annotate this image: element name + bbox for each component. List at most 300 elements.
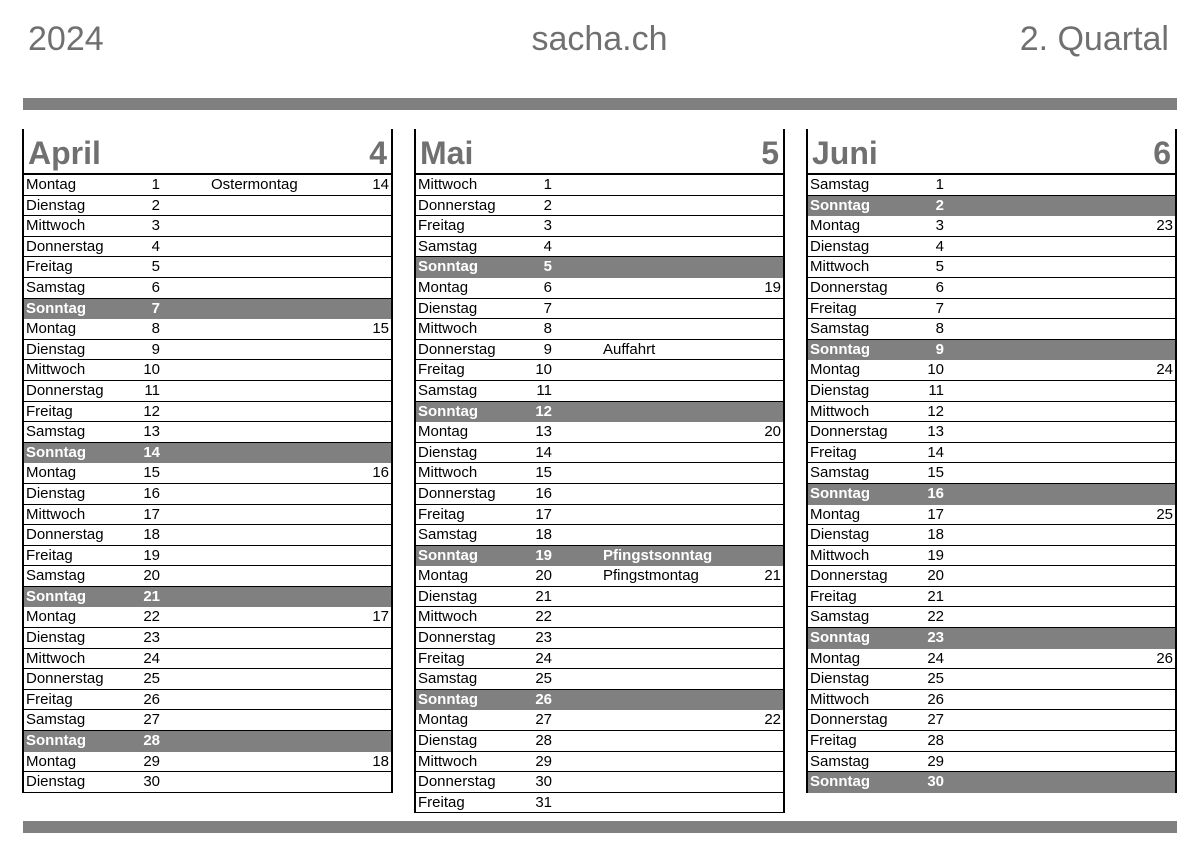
day-number: 18 <box>927 526 944 544</box>
weekday-label: Mittwoch <box>418 464 478 482</box>
day-row <box>416 340 783 361</box>
weekday-label: Freitag <box>26 546 73 564</box>
day-number: 3 <box>151 217 160 235</box>
sunday-row <box>416 690 783 711</box>
day-row <box>24 381 391 402</box>
holiday-note: Pfingstmontag <box>603 567 699 585</box>
day-number: 9 <box>935 340 944 358</box>
weekday-label: Donnerstag <box>26 237 104 255</box>
day-number: 30 <box>535 773 552 791</box>
weekday-label: Dienstag <box>810 526 870 544</box>
day-number: 29 <box>535 752 552 770</box>
day-row <box>416 443 783 464</box>
sunday-row <box>24 587 391 608</box>
day-row <box>808 278 1175 299</box>
day-list <box>806 173 1177 793</box>
day-row <box>24 607 391 628</box>
weekday-label: Samstag <box>810 176 870 193</box>
day-number: 27 <box>143 711 160 729</box>
day-number: 26 <box>143 690 160 708</box>
day-number: 18 <box>143 526 160 544</box>
day-number: 9 <box>543 340 552 358</box>
day-row <box>416 422 783 443</box>
day-row <box>808 752 1175 773</box>
day-number: 27 <box>927 711 944 729</box>
day-row <box>416 505 783 526</box>
weekday-label: Sonntag <box>810 340 870 358</box>
day-number: 8 <box>935 320 944 338</box>
month-name: Mai <box>420 135 474 171</box>
day-number: 12 <box>927 402 944 420</box>
day-row <box>416 710 783 731</box>
weekday-label: Mittwoch <box>418 320 478 338</box>
day-number: 29 <box>143 752 160 770</box>
day-row <box>808 566 1175 587</box>
sunday-row <box>808 484 1175 505</box>
day-number: 20 <box>143 567 160 585</box>
day-number: 24 <box>927 649 944 667</box>
weekday-label: Samstag <box>810 320 870 338</box>
day-number: 8 <box>151 320 160 338</box>
weekday-label: Samstag <box>418 670 478 688</box>
day-row <box>24 402 391 423</box>
week-number: 16 <box>372 464 389 482</box>
day-row <box>808 402 1175 423</box>
day-row <box>808 381 1175 402</box>
day-row <box>416 772 783 793</box>
weekday-label: Dienstag <box>418 587 478 605</box>
day-number: 1 <box>935 176 944 193</box>
day-row <box>808 463 1175 484</box>
weekday-label: Dienstag <box>418 299 478 317</box>
day-row <box>808 175 1175 196</box>
weekday-label: Samstag <box>418 526 478 544</box>
day-number: 13 <box>143 423 160 441</box>
weekday-label: Sonntag <box>810 484 870 502</box>
month-number: 6 <box>1153 135 1171 171</box>
weekday-label: Montag <box>26 176 77 193</box>
day-number: 5 <box>151 258 160 276</box>
week-number: 19 <box>764 278 781 296</box>
weekday-label: Montag <box>810 649 861 667</box>
day-row <box>416 525 783 546</box>
month-header <box>414 129 785 173</box>
weekday-label: Donnerstag <box>26 670 104 688</box>
weekday-label: Donnerstag <box>810 567 888 585</box>
day-number: 15 <box>143 464 160 482</box>
weekday-label: Samstag <box>418 237 478 255</box>
day-number: 10 <box>927 361 944 379</box>
weekday-label: Donnerstag <box>810 711 888 729</box>
day-row <box>24 463 391 484</box>
day-number: 28 <box>535 732 552 750</box>
day-number: 1 <box>543 176 552 193</box>
day-number: 13 <box>535 423 552 441</box>
site-name: sacha.ch <box>531 20 668 58</box>
day-row <box>808 505 1175 526</box>
day-row <box>24 216 391 237</box>
day-number: 7 <box>935 299 944 317</box>
day-number: 30 <box>143 773 160 791</box>
quarter-label: 2. Quartal <box>1019 20 1169 58</box>
week-number: 17 <box>372 608 389 626</box>
day-number: 24 <box>535 649 552 667</box>
day-number: 7 <box>543 299 552 317</box>
weekday-label: Donnerstag <box>810 423 888 441</box>
sunday-row <box>24 731 391 752</box>
holiday-note: Pfingstsonntag <box>603 546 713 564</box>
day-number: 22 <box>143 608 160 626</box>
weekday-label: Freitag <box>810 299 857 317</box>
day-row <box>416 216 783 237</box>
day-row <box>24 525 391 546</box>
day-number: 11 <box>928 381 944 399</box>
weekday-label: Samstag <box>26 567 86 585</box>
weekday-label: Montag <box>810 217 861 235</box>
day-row <box>416 669 783 690</box>
weekday-label: Montag <box>418 711 469 729</box>
weekday-label: Sonntag <box>26 443 86 461</box>
day-number: 28 <box>927 732 944 750</box>
day-row <box>808 649 1175 670</box>
weekday-label: Sonntag <box>418 402 478 420</box>
day-row <box>808 216 1175 237</box>
day-row <box>24 628 391 649</box>
weekday-label: Dienstag <box>810 670 870 688</box>
weekday-label: Mittwoch <box>810 258 870 276</box>
weekday-label: Montag <box>26 464 77 482</box>
weekday-label: Donnerstag <box>810 278 888 296</box>
day-number: 25 <box>535 670 552 688</box>
day-number: 1 <box>151 176 160 193</box>
weekday-label: Dienstag <box>26 629 86 647</box>
weekday-label: Dienstag <box>26 484 86 502</box>
day-row <box>24 505 391 526</box>
day-number: 5 <box>543 258 552 276</box>
month-april <box>22 129 393 793</box>
day-row <box>416 566 783 587</box>
weekday-label: Sonntag <box>418 546 478 564</box>
day-number: 16 <box>143 484 160 502</box>
weekday-label: Montag <box>418 278 469 296</box>
day-number: 20 <box>535 567 552 585</box>
day-row <box>24 546 391 567</box>
day-number: 4 <box>543 237 552 255</box>
day-row <box>416 237 783 258</box>
sunday-row <box>808 772 1175 793</box>
day-number: 14 <box>143 443 160 461</box>
weekday-label: Freitag <box>810 732 857 750</box>
weekday-label: Sonntag <box>810 629 870 647</box>
day-number: 6 <box>151 278 160 296</box>
day-number: 25 <box>143 670 160 688</box>
day-number: 2 <box>151 196 160 214</box>
day-row <box>24 175 391 196</box>
day-row <box>416 628 783 649</box>
sunday-row <box>808 340 1175 361</box>
weekday-label: Sonntag <box>26 587 86 605</box>
day-number: 15 <box>535 464 552 482</box>
weekday-label: Samstag <box>810 464 870 482</box>
weekday-label: Mittwoch <box>418 608 478 626</box>
day-number: 22 <box>535 608 552 626</box>
day-number: 2 <box>543 196 552 214</box>
day-row <box>416 793 783 814</box>
day-row <box>416 319 783 340</box>
weekday-label: Montag <box>418 567 469 585</box>
weekday-label: Sonntag <box>810 196 870 214</box>
weekday-label: Freitag <box>418 505 465 523</box>
day-number: 29 <box>927 752 944 770</box>
day-number: 16 <box>927 484 944 502</box>
month-number: 4 <box>369 135 387 171</box>
day-number: 4 <box>151 237 160 255</box>
month-juni <box>806 129 1177 793</box>
day-row <box>416 752 783 773</box>
week-number: 15 <box>372 320 389 338</box>
day-row <box>808 731 1175 752</box>
day-number: 12 <box>143 402 160 420</box>
weekday-label: Dienstag <box>418 732 478 750</box>
weekday-label: Donnerstag <box>26 381 104 399</box>
day-row <box>24 772 391 793</box>
day-row <box>24 566 391 587</box>
day-row <box>24 422 391 443</box>
day-number: 26 <box>927 690 944 708</box>
weekday-label: Mittwoch <box>810 546 870 564</box>
weekday-label: Freitag <box>418 793 465 811</box>
day-row <box>808 443 1175 464</box>
day-row <box>24 196 391 217</box>
day-number: 5 <box>935 258 944 276</box>
day-row <box>808 546 1175 567</box>
weekday-label: Mittwoch <box>26 649 86 667</box>
day-row <box>24 690 391 711</box>
day-number: 6 <box>543 278 552 296</box>
day-row <box>808 360 1175 381</box>
day-number: 14 <box>927 443 944 461</box>
sunday-row <box>808 628 1175 649</box>
day-number: 4 <box>935 237 944 255</box>
day-number: 21 <box>535 587 552 605</box>
day-number: 22 <box>927 608 944 626</box>
weekday-label: Dienstag <box>26 773 86 791</box>
day-number: 6 <box>935 278 944 296</box>
day-number: 7 <box>151 299 160 317</box>
day-number: 25 <box>927 670 944 688</box>
day-number: 10 <box>535 361 552 379</box>
day-row <box>808 669 1175 690</box>
day-number: 21 <box>927 587 944 605</box>
week-number: 14 <box>372 176 389 193</box>
weekday-label: Dienstag <box>810 237 870 255</box>
day-number: 12 <box>535 402 552 420</box>
month-header <box>806 129 1177 173</box>
sunday-row <box>416 402 783 423</box>
day-row <box>416 649 783 670</box>
day-number: 9 <box>151 340 160 358</box>
weekday-label: Mittwoch <box>26 361 86 379</box>
day-row <box>808 299 1175 320</box>
day-row <box>24 752 391 773</box>
day-number: 19 <box>143 546 160 564</box>
week-number: 20 <box>764 423 781 441</box>
weekday-label: Dienstag <box>26 196 86 214</box>
sunday-row <box>416 546 783 567</box>
day-row <box>416 360 783 381</box>
holiday-note: Ostermontag <box>211 176 298 193</box>
day-row <box>808 257 1175 278</box>
day-number: 11 <box>536 381 552 399</box>
weekday-label: Freitag <box>26 258 73 276</box>
day-row <box>416 463 783 484</box>
day-number: 11 <box>144 381 160 399</box>
day-row <box>808 607 1175 628</box>
day-number: 19 <box>535 546 552 564</box>
weekday-label: Montag <box>26 752 77 770</box>
weekday-label: Samstag <box>810 608 870 626</box>
day-row <box>24 278 391 299</box>
day-number: 14 <box>535 443 552 461</box>
weekday-label: Dienstag <box>810 381 870 399</box>
week-number: 22 <box>764 711 781 729</box>
day-number: 18 <box>535 526 552 544</box>
month-header <box>22 129 393 173</box>
weekday-label: Mittwoch <box>810 690 870 708</box>
weekday-label: Donnerstag <box>418 196 496 214</box>
day-row <box>808 422 1175 443</box>
day-number: 30 <box>927 773 944 791</box>
weekday-label: Montag <box>810 505 861 523</box>
weekday-label: Donnerstag <box>418 773 496 791</box>
week-number: 21 <box>764 567 781 585</box>
weekday-label: Montag <box>26 608 77 626</box>
weekday-label: Montag <box>810 361 861 379</box>
day-row <box>416 731 783 752</box>
day-row <box>416 175 783 196</box>
weekday-label: Mittwoch <box>26 505 86 523</box>
day-number: 10 <box>143 361 160 379</box>
day-number: 15 <box>927 464 944 482</box>
day-row <box>24 340 391 361</box>
day-list <box>22 173 393 793</box>
weekday-label: Freitag <box>810 587 857 605</box>
day-row <box>416 278 783 299</box>
weekday-label: Freitag <box>418 361 465 379</box>
day-row <box>808 587 1175 608</box>
weekday-label: Montag <box>418 423 469 441</box>
day-number: 23 <box>535 629 552 647</box>
month-name: Juni <box>812 135 878 171</box>
weekday-label: Montag <box>26 320 77 338</box>
day-row <box>416 299 783 320</box>
week-number: 23 <box>1156 217 1173 235</box>
weekday-label: Samstag <box>810 752 870 770</box>
day-row <box>808 710 1175 731</box>
weekday-label: Donnerstag <box>26 526 104 544</box>
weekday-label: Sonntag <box>26 299 86 317</box>
weekday-label: Donnerstag <box>418 484 496 502</box>
weekday-label: Freitag <box>26 690 73 708</box>
day-row <box>808 237 1175 258</box>
day-number: 19 <box>927 546 944 564</box>
month-name: April <box>28 135 101 171</box>
day-row <box>416 484 783 505</box>
day-row <box>24 669 391 690</box>
weekday-label: Mittwoch <box>418 176 478 193</box>
day-row <box>24 649 391 670</box>
day-row <box>24 237 391 258</box>
day-number: 8 <box>543 320 552 338</box>
weekday-label: Samstag <box>26 711 86 729</box>
day-number: 23 <box>927 629 944 647</box>
day-row <box>808 319 1175 340</box>
weekday-label: Freitag <box>418 217 465 235</box>
day-number: 24 <box>143 649 160 667</box>
weekday-label: Freitag <box>810 443 857 461</box>
week-number: 24 <box>1156 361 1173 379</box>
day-row <box>24 710 391 731</box>
sunday-row <box>416 257 783 278</box>
weekday-label: Donnerstag <box>418 340 496 358</box>
day-number: 17 <box>143 505 160 523</box>
sunday-row <box>24 299 391 320</box>
day-row <box>24 484 391 505</box>
sunday-row <box>808 196 1175 217</box>
weekday-label: Dienstag <box>418 443 478 461</box>
weekday-label: Sonntag <box>418 258 478 276</box>
weekday-label: Mittwoch <box>810 402 870 420</box>
month-number: 5 <box>761 135 779 171</box>
day-number: 17 <box>535 505 552 523</box>
weekday-label: Samstag <box>26 278 86 296</box>
weekday-label: Sonntag <box>418 690 478 708</box>
day-number: 26 <box>535 690 552 708</box>
day-number: 2 <box>935 196 944 214</box>
day-number: 20 <box>927 567 944 585</box>
weekday-label: Mittwoch <box>418 752 478 770</box>
week-number: 25 <box>1156 505 1173 523</box>
day-number: 27 <box>535 711 552 729</box>
day-number: 23 <box>143 629 160 647</box>
day-row <box>24 319 391 340</box>
sunday-row <box>24 443 391 464</box>
weekday-label: Samstag <box>26 423 86 441</box>
week-number: 26 <box>1156 649 1173 667</box>
year-label: 2024 <box>28 20 104 58</box>
weekday-label: Sonntag <box>810 773 870 791</box>
weekday-label: Sonntag <box>26 732 86 750</box>
week-number: 18 <box>372 752 389 770</box>
day-row <box>808 690 1175 711</box>
weekday-label: Donnerstag <box>418 629 496 647</box>
day-number: 21 <box>143 587 160 605</box>
weekday-label: Samstag <box>418 381 478 399</box>
day-number: 3 <box>543 217 552 235</box>
weekday-label: Dienstag <box>26 340 86 358</box>
day-row <box>808 525 1175 546</box>
weekday-label: Freitag <box>418 649 465 667</box>
day-list <box>414 173 785 813</box>
holiday-note: Auffahrt <box>603 340 656 358</box>
day-row <box>416 587 783 608</box>
day-row <box>24 257 391 278</box>
day-row <box>416 381 783 402</box>
day-number: 3 <box>935 217 944 235</box>
day-number: 17 <box>927 505 944 523</box>
day-row <box>24 360 391 381</box>
day-number: 31 <box>535 793 552 811</box>
